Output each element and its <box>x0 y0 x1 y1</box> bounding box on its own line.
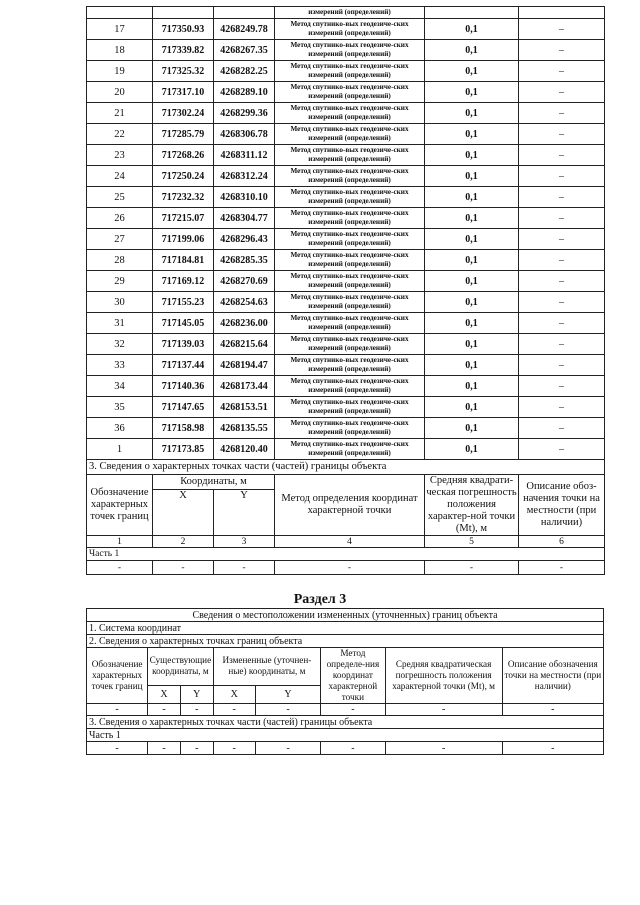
coord-y <box>214 7 275 19</box>
coord-y: 4268120.40 <box>214 439 275 460</box>
accuracy-cell: 0,1 <box>425 103 519 124</box>
col-num: 6 <box>519 536 605 548</box>
empty-cell: - <box>321 704 385 716</box>
empty-cell: - <box>213 704 255 716</box>
empty-cell: - <box>255 742 320 755</box>
method-cell: Метод спутнико-вых геодезиче-ских измерений (определений) <box>275 166 425 187</box>
part-label: Часть 1 <box>87 729 604 742</box>
table-row <box>87 145 605 166</box>
coord-y: 4268270.69 <box>214 271 275 292</box>
description-cell: – <box>519 124 605 145</box>
table-row <box>87 418 605 439</box>
point-number: 36 <box>87 418 153 439</box>
empty-cell: - <box>255 704 320 716</box>
method-cell: Метод спутнико-вых геодезиче-ских измерений (определений) <box>275 376 425 397</box>
coord-y: 4268299.36 <box>214 103 275 124</box>
table-row <box>87 187 605 208</box>
coord-y: 4268289.10 <box>214 82 275 103</box>
empty-cell: - <box>425 561 519 575</box>
point-number: 23 <box>87 145 153 166</box>
coord-y: 4268267.35 <box>214 40 275 61</box>
col-accuracy: Средняя квадрати-ческая погрешность положения характер-ной точки (Mt), м <box>426 475 517 534</box>
coord-y: 4268285.35 <box>214 250 275 271</box>
coord-y: 4268306.78 <box>214 124 275 145</box>
table-row <box>87 7 605 19</box>
coord-x: 717317.10 <box>153 82 214 103</box>
coord-x: 717147.65 <box>153 397 214 418</box>
col-existing-coords: Существующие координаты, м <box>148 648 213 686</box>
accuracy-cell: 0,1 <box>425 61 519 82</box>
col-y: Y <box>180 685 213 703</box>
coord-x: 717250.24 <box>153 166 214 187</box>
coord-y: 4268153.51 <box>214 397 275 418</box>
method-cell: измерений (определений) <box>275 7 425 19</box>
coord-x: 717173.85 <box>153 439 214 460</box>
col-description: Описание обозначения точки на местности (при наличии) <box>502 648 603 704</box>
col-designation: Обозначение характерных точек границ <box>87 648 148 704</box>
col-coords: Координаты, м <box>153 475 275 490</box>
col-method: Метод определения координат характерной точки <box>275 475 425 536</box>
empty-cell: - <box>502 742 603 755</box>
description-cell: – <box>519 103 605 124</box>
coord-y: 4268254.63 <box>214 292 275 313</box>
empty-cell: - <box>87 561 153 575</box>
description-cell: – <box>519 40 605 61</box>
point-number: 30 <box>87 292 153 313</box>
empty-cell: - <box>87 742 148 755</box>
accuracy-cell: 0,1 <box>425 19 519 40</box>
coord-x: 717139.03 <box>153 334 214 355</box>
point-number: 20 <box>87 82 153 103</box>
point-number: 18 <box>87 40 153 61</box>
table-row <box>87 19 605 40</box>
points-table-body <box>87 7 605 460</box>
empty-cell: - <box>385 704 502 716</box>
coord-x <box>153 7 214 19</box>
point-number: 32 <box>87 334 153 355</box>
part3-title: 3. Сведения о характерных точках части (частей) границы объекта <box>87 716 604 729</box>
coord-x: 717268.26 <box>153 145 214 166</box>
accuracy-cell <box>425 7 519 19</box>
accuracy-cell: 0,1 <box>425 229 519 250</box>
table-row <box>87 355 605 376</box>
table-row <box>87 334 605 355</box>
accuracy-cell: 0,1 <box>425 250 519 271</box>
section2-points-table <box>86 6 605 575</box>
point-number <box>87 7 153 19</box>
col-num: 3 <box>214 536 275 548</box>
point-number: 1 <box>87 439 153 460</box>
table-row <box>87 376 605 397</box>
point-number: 28 <box>87 250 153 271</box>
description-cell: – <box>519 376 605 397</box>
table-row <box>87 40 605 61</box>
point-number: 22 <box>87 124 153 145</box>
method-cell: Метод спутнико-вых геодезиче-ских измерений (определений) <box>275 145 425 166</box>
empty-cell: - <box>385 742 502 755</box>
description-cell: – <box>519 334 605 355</box>
description-cell: – <box>519 355 605 376</box>
method-cell: Метод спутнико-вых геодезиче-ских измерений (определений) <box>275 40 425 61</box>
accuracy-cell: 0,1 <box>425 145 519 166</box>
col-changed-coords: Измененные (уточнен-ные) координаты, м <box>213 648 321 686</box>
description-cell: – <box>519 397 605 418</box>
col-y: Y <box>255 685 320 703</box>
table-row <box>87 250 605 271</box>
description-cell: – <box>519 229 605 250</box>
coord-x: 717302.24 <box>153 103 214 124</box>
empty-cell: - <box>519 561 605 575</box>
accuracy-cell: 0,1 <box>425 397 519 418</box>
point-number: 35 <box>87 397 153 418</box>
coord-x: 717285.79 <box>153 124 214 145</box>
table-row <box>87 292 605 313</box>
description-cell: – <box>519 439 605 460</box>
point-number: 34 <box>87 376 153 397</box>
empty-cell: - <box>502 704 603 716</box>
method-cell: Метод спутнико-вых геодезиче-ских измерений (определений) <box>275 187 425 208</box>
coord-x: 717350.93 <box>153 19 214 40</box>
col-x: X <box>213 685 255 703</box>
method-cell: Метод спутнико-вых геодезиче-ских измерений (определений) <box>275 334 425 355</box>
table-row <box>87 166 605 187</box>
point-number: 33 <box>87 355 153 376</box>
col-method: Метод определе-ния координат характерной точки <box>321 648 385 704</box>
empty-cell: - <box>214 561 275 575</box>
coord-x: 717339.82 <box>153 40 214 61</box>
description-cell: – <box>519 145 605 166</box>
description-cell: – <box>519 271 605 292</box>
table-row <box>87 208 605 229</box>
coord-x: 717155.23 <box>153 292 214 313</box>
coord-y: 4268194.47 <box>214 355 275 376</box>
coord-y: 4268249.78 <box>214 19 275 40</box>
accuracy-cell: 0,1 <box>425 313 519 334</box>
coord-x: 717199.06 <box>153 229 214 250</box>
coord-y: 4268304.77 <box>214 208 275 229</box>
method-cell: Метод спутнико-вых геодезиче-ских измерений (определений) <box>275 61 425 82</box>
coord-y: 4268282.25 <box>214 61 275 82</box>
table-row <box>87 124 605 145</box>
points-title: 2. Сведения о характерных точках границ объекта <box>87 635 604 648</box>
coord-x: 717158.98 <box>153 418 214 439</box>
col-y: Y <box>214 489 275 535</box>
method-cell: Метод спутнико-вых геодезиче-ских измерений (определений) <box>275 103 425 124</box>
col-designation: Обозначение характерных точек границ <box>87 475 153 536</box>
coord-y: 4268296.43 <box>214 229 275 250</box>
table-row <box>87 271 605 292</box>
coord-x: 717215.07 <box>153 208 214 229</box>
coord-x: 717145.05 <box>153 313 214 334</box>
section3-header: Сведения о местоположении измененных (уточненных) границ объекта <box>87 609 604 622</box>
table-row <box>87 82 605 103</box>
accuracy-cell: 0,1 <box>425 418 519 439</box>
part-label: Часть 1 <box>87 548 605 561</box>
method-cell: Метод спутнико-вых геодезиче-ских измерений (определений) <box>275 355 425 376</box>
coord-y: 4268312.24 <box>214 166 275 187</box>
description-cell: – <box>519 19 605 40</box>
description-cell: – <box>519 313 605 334</box>
method-cell: Метод спутнико-вых геодезиче-ских измерений (определений) <box>275 397 425 418</box>
accuracy-cell: 0,1 <box>425 82 519 103</box>
coord-x: 717184.81 <box>153 250 214 271</box>
section-title: Раздел 3 <box>293 592 347 607</box>
coord-x: 717169.12 <box>153 271 214 292</box>
empty-cell: - <box>87 704 148 716</box>
point-number: 17 <box>87 19 153 40</box>
empty-cell: - <box>180 704 213 716</box>
method-cell: Метод спутнико-вых геодезиче-ских измерений (определений) <box>275 292 425 313</box>
accuracy-cell: 0,1 <box>425 124 519 145</box>
coord-y: 4268135.55 <box>214 418 275 439</box>
section3-table <box>86 608 604 755</box>
accuracy-cell: 0,1 <box>425 208 519 229</box>
coord-system: 1. Система координат <box>87 622 604 635</box>
col-num: 2 <box>153 536 214 548</box>
coord-y: 4268215.64 <box>214 334 275 355</box>
description-cell: – <box>519 418 605 439</box>
coord-y: 4268236.00 <box>214 313 275 334</box>
description-cell: – <box>519 292 605 313</box>
empty-cell: - <box>275 561 425 575</box>
method-cell: Метод спутнико-вых геодезиче-ских измерений (определений) <box>275 313 425 334</box>
col-accuracy: Средняя квадратическая погрешность положения характерной точки (Mt), м <box>385 648 502 704</box>
col-description: Описание обоз-начения точки на местности (при наличии) <box>519 475 605 536</box>
point-number: 24 <box>87 166 153 187</box>
method-cell: Метод спутнико-вых геодезиче-ских измерений (определений) <box>275 208 425 229</box>
accuracy-cell: 0,1 <box>425 334 519 355</box>
empty-cell: - <box>148 704 181 716</box>
point-number: 27 <box>87 229 153 250</box>
table-row <box>87 103 605 124</box>
description-cell <box>519 7 605 19</box>
accuracy-cell: 0,1 <box>425 439 519 460</box>
empty-cell: - <box>180 742 213 755</box>
description-cell: – <box>519 61 605 82</box>
col-num: 1 <box>87 536 153 548</box>
method-cell: Метод спутнико-вых геодезиче-ских измерений (определений) <box>275 418 425 439</box>
description-cell: – <box>519 166 605 187</box>
method-cell: Метод спутнико-вых геодезиче-ских измерений (определений) <box>275 229 425 250</box>
description-cell: – <box>519 208 605 229</box>
coord-x: 717137.44 <box>153 355 214 376</box>
method-cell: Метод спутнико-вых геодезиче-ских измерений (определений) <box>275 19 425 40</box>
accuracy-cell: 0,1 <box>425 376 519 397</box>
table-row <box>87 313 605 334</box>
point-number: 25 <box>87 187 153 208</box>
point-number: 31 <box>87 313 153 334</box>
empty-cell: - <box>213 742 255 755</box>
method-cell: Метод спутнико-вых геодезиче-ских измерений (определений) <box>275 439 425 460</box>
coord-y: 4268173.44 <box>214 376 275 397</box>
accuracy-cell: 0,1 <box>425 271 519 292</box>
accuracy-cell: 0,1 <box>425 292 519 313</box>
method-cell: Метод спутнико-вых геодезиче-ских измерений (определений) <box>275 124 425 145</box>
empty-cell: - <box>148 742 181 755</box>
point-number: 19 <box>87 61 153 82</box>
description-cell: – <box>519 82 605 103</box>
coord-y: 4268310.10 <box>214 187 275 208</box>
coord-x: 717140.36 <box>153 376 214 397</box>
table-row <box>87 229 605 250</box>
table-row <box>87 61 605 82</box>
col-x: X <box>148 685 181 703</box>
accuracy-cell: 0,1 <box>425 166 519 187</box>
description-cell: – <box>519 187 605 208</box>
accuracy-cell: 0,1 <box>425 40 519 61</box>
point-number: 21 <box>87 103 153 124</box>
description-cell: – <box>519 250 605 271</box>
accuracy-cell: 0,1 <box>425 355 519 376</box>
coord-x: 717232.32 <box>153 187 214 208</box>
method-cell: Метод спутнико-вых геодезиче-ских измерений (определений) <box>275 250 425 271</box>
point-number: 29 <box>87 271 153 292</box>
coord-x: 717325.32 <box>153 61 214 82</box>
accuracy-cell: 0,1 <box>425 187 519 208</box>
coord-y: 4268311.12 <box>214 145 275 166</box>
point-number: 26 <box>87 208 153 229</box>
col-x: X <box>153 489 214 535</box>
part3-title: 3. Сведения о характерных точках части (частей) границы объекта <box>87 460 605 475</box>
method-cell: Метод спутнико-вых геодезиче-ских измерений (определений) <box>275 82 425 103</box>
col-num: 4 <box>275 536 425 548</box>
col-num: 5 <box>425 536 519 548</box>
empty-cell: - <box>321 742 385 755</box>
method-cell: Метод спутнико-вых геодезиче-ских измерений (определений) <box>275 271 425 292</box>
empty-cell: - <box>153 561 214 575</box>
table-row <box>87 397 605 418</box>
table-row <box>87 439 605 460</box>
